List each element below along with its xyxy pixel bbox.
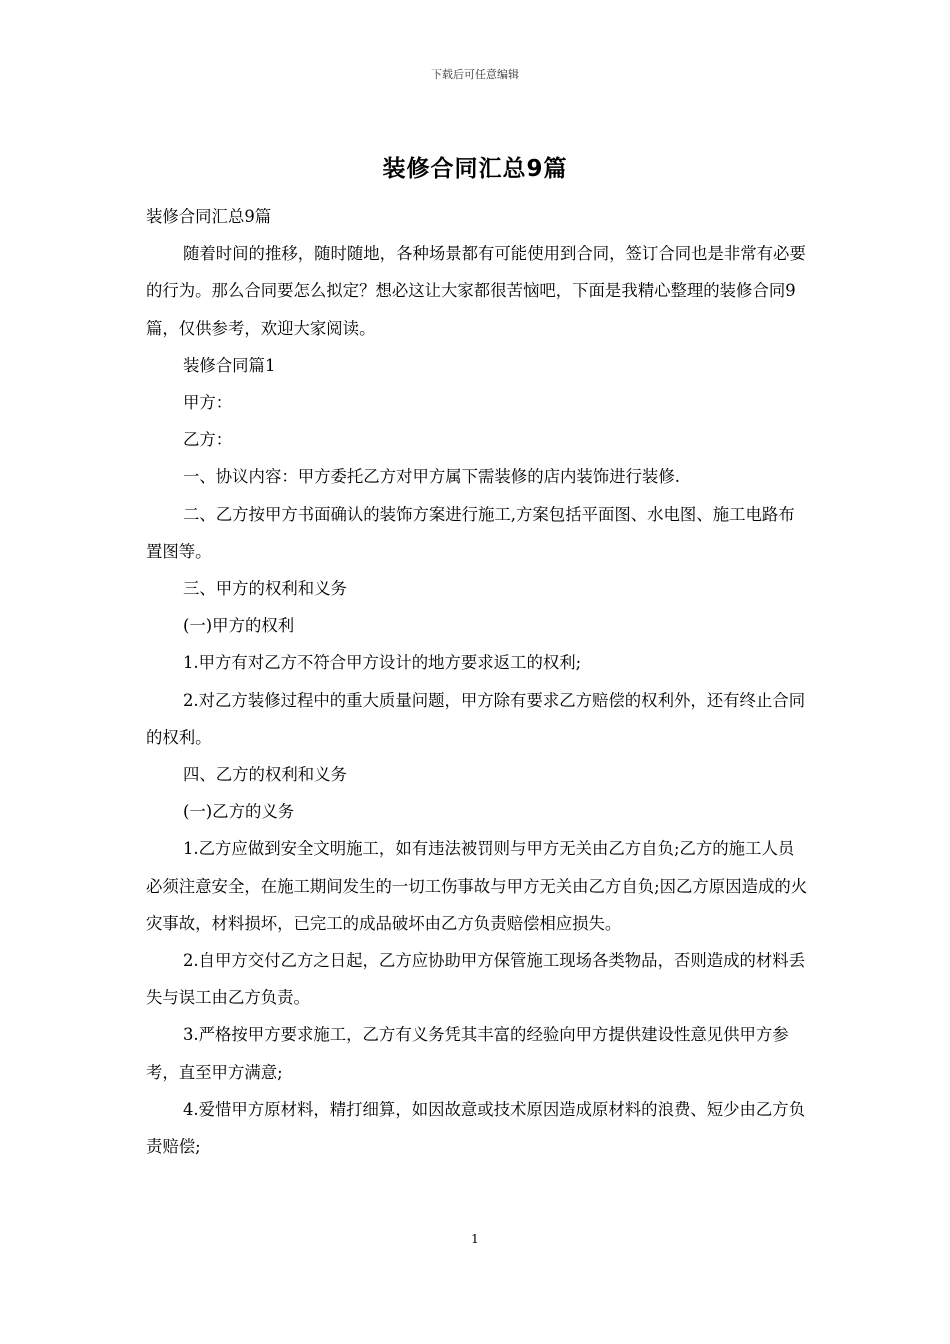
paragraph: 装修合同汇总9篇 xyxy=(146,207,272,226)
party-b-line: 乙方： xyxy=(183,430,233,450)
paragraph: (一)甲方的权利 xyxy=(183,616,295,636)
paragraph: 4.爱惜甲方原材料，精打细算，如因故意或技术原因造成原材料的浪费、短少由乙方负责赔偿; xyxy=(146,1099,806,1157)
paragraph: 1.甲方有对乙方不符合甲方设计的地方要求返工的权利; xyxy=(183,653,582,673)
page-number: 1 xyxy=(471,1232,479,1246)
paragraph: 三、甲方的权利和义务 xyxy=(183,579,347,599)
section-heading: 装修合同篇1 xyxy=(183,355,276,375)
paragraph: 3.严格按甲方要求施工，乙方有义务凭其丰富的经验向甲方提供建设性意见供甲方参考，直至甲方满意; xyxy=(146,1025,789,1082)
party-a-line: 甲方： xyxy=(183,393,233,413)
paragraph: (一)乙方的义务 xyxy=(183,802,295,822)
paragraph: 随着时间的推移，随时随地，各种场景都有可能使用到合同，签订合同也是非常有必要的行为。那么合同要怎么拟定？想必这让大家都很苦恼吧，下面是我精心整理的装修合同9篇，仅供参考，欢迎大家阅读。 xyxy=(146,244,806,338)
paragraph: 1.乙方应做到安全文明施工，如有违法被罚则与甲方无关由乙方自负;乙方的施工人员必须注意安全，在施工期间发生的一切工伤事故与甲方无关由乙方自负;因乙方原因造成的火灾事故，材料损坏，已完工的成品破坏由乙方负责赔偿相应损失。 xyxy=(146,839,808,933)
paragraph: 二、乙方按甲方书面确认的装饰方案进行施工,方案包括平面图、水电图、施工电路布置图等。 xyxy=(146,504,795,561)
paragraph: 2.自甲方交付乙方之日起，乙方应协助甲方保管施工现场各类物品，否则造成的材料丢失与误工由乙方负责。 xyxy=(146,951,806,1008)
page-header: 下载后可任意编辑 xyxy=(431,68,519,81)
paragraph: 四、乙方的权利和义务 xyxy=(183,765,347,785)
paragraph: 2.对乙方装修过程中的重大质量问题，甲方除有要求乙方赔偿的权利外，还有终止合同的权利。 xyxy=(146,690,806,747)
document-title: 装修合同汇总9篇 xyxy=(382,156,568,182)
paragraph: 一、协议内容：甲方委托乙方对甲方属下需装修的店内装饰进行装修. xyxy=(183,467,680,487)
document-body xyxy=(146,198,808,1165)
